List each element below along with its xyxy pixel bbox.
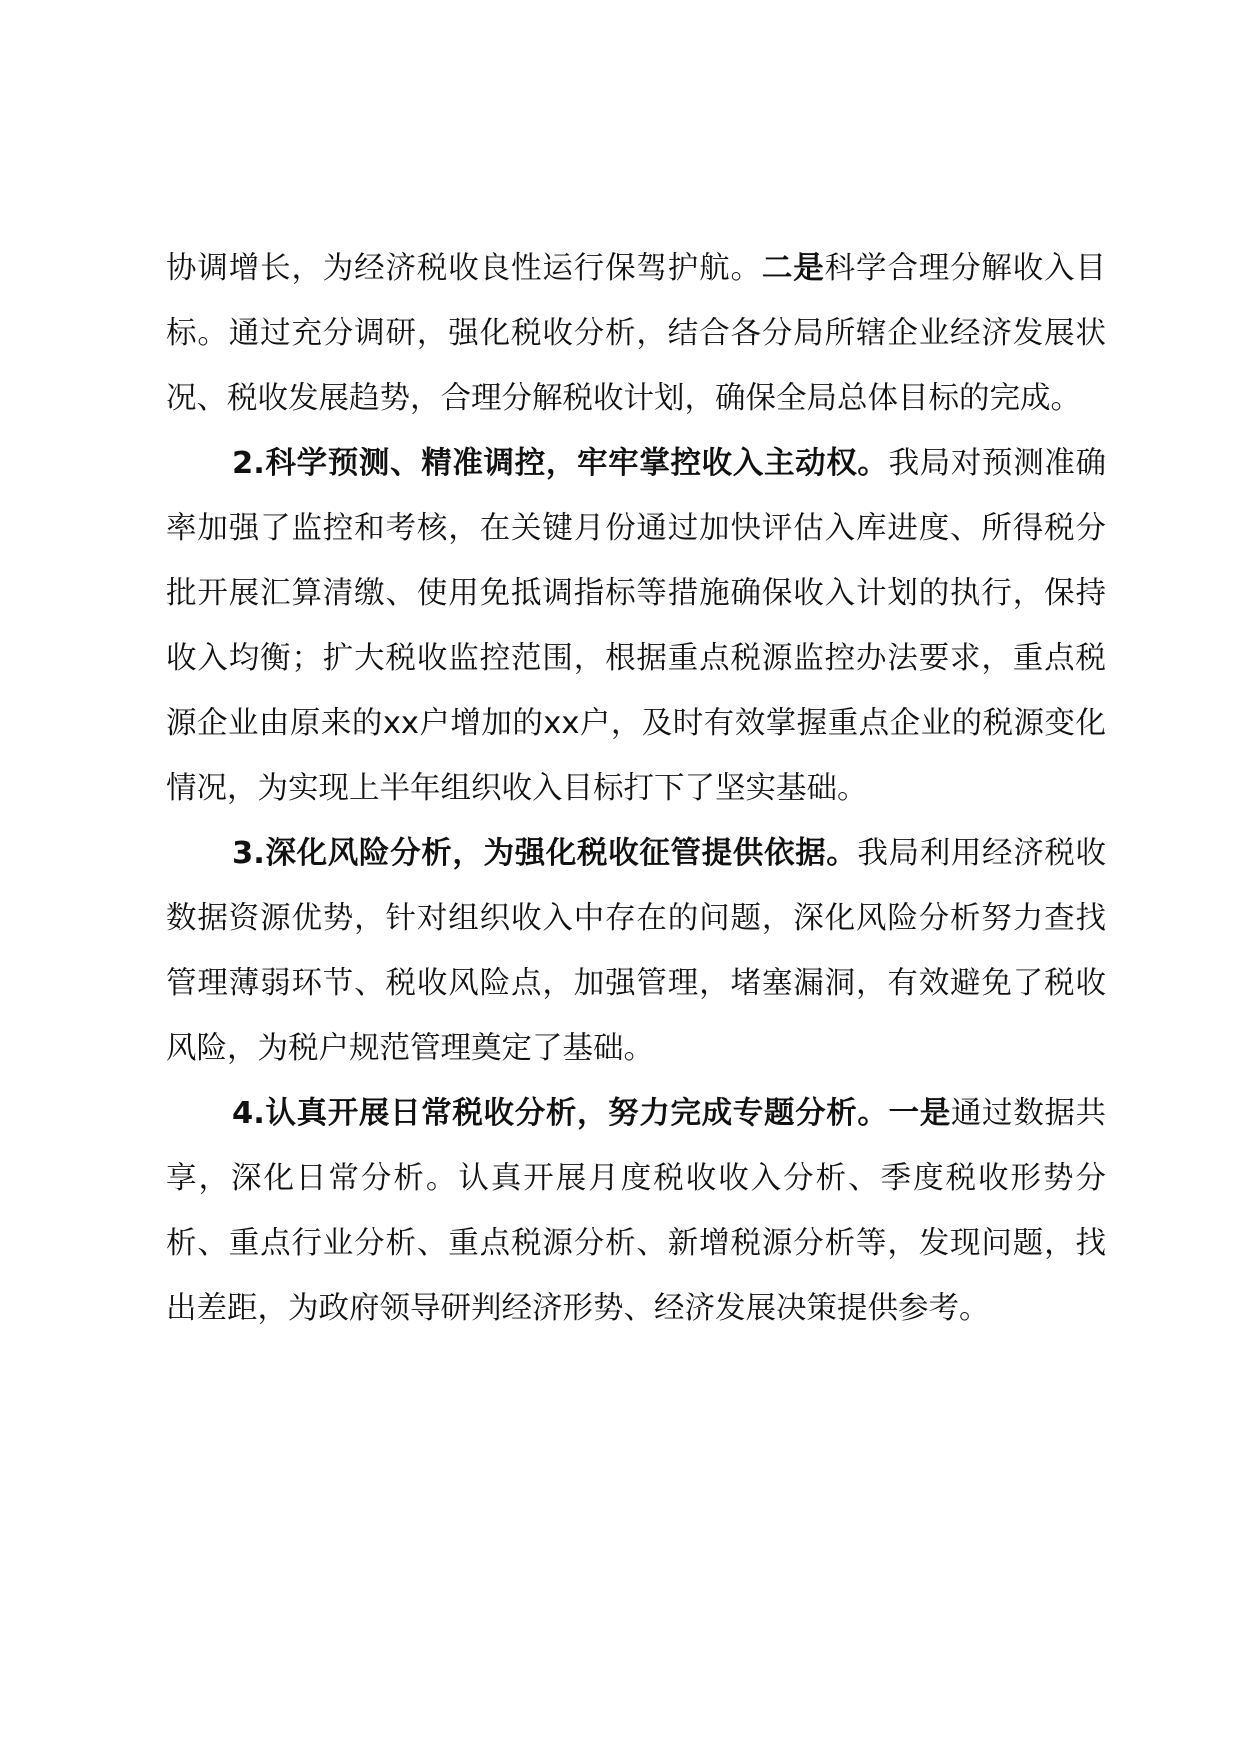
paragraph-1-run-3: 科学合理分解收入目标。通过充分调研，强化税收分析，结合各分局所辖企业经济发展状况、税收发展趋势，合理分解税收计划，确保全局总体目标的完成。 bbox=[166, 251, 1107, 416]
paragraph-2-body: 我局对预测准确率加强了监控和考核，在关键月份通过加快评估入库进度、所得税分批开展汇算清缴、使用免抵调指标等措施确保收入计划的执行，保持收入均衡；扩大税收监控范围，根据重点税源监控办法要求，重点税源企业由原来的xx户增加的xx户，及时有效掌握重点企业的税源变化情况，为实现上半年组织收入目标打下了坚实基础。 bbox=[166, 446, 1107, 806]
paragraph-4 bbox=[166, 1081, 1106, 1341]
paragraph-2-heading: 2.科学预测、精准调控，牢牢掌控收入主动权。 bbox=[232, 446, 889, 481]
paragraph-4-heading: 4.认真开展日常税收分析，努力完成专题分析。 bbox=[232, 1096, 889, 1131]
paragraph-3-body: 我局利用经济税收数据资源优势，针对组织收入中存在的问题，深化风险分析努力查找管理薄弱环节、税收风险点，加强管理，堵塞漏洞，有效避免了税收风险，为税户规范管理奠定了基础。 bbox=[166, 836, 1107, 1066]
paragraph-2 bbox=[166, 431, 1106, 821]
paragraph-1-bold-run: 二是 bbox=[761, 251, 825, 286]
paragraph-3 bbox=[166, 821, 1106, 1081]
paragraph-4-body: 通过数据共享，深化日常分析。认真开展月度税收收入分析、季度税收形势分析、重点行业分析、重点税源分析、新增税源分析等，发现问题，找出差距，为政府领导研判经济形势、经济发展决策提供参考。 bbox=[166, 1096, 1107, 1326]
paragraph-4-bold-run: 一是 bbox=[888, 1096, 951, 1131]
paragraph-1 bbox=[166, 236, 1106, 431]
paragraph-1-run-1: 协调增长，为经济税收良性运行保驾护航。 bbox=[166, 251, 762, 286]
document-body bbox=[166, 236, 1106, 1341]
paragraph-3-heading: 3.深化风险分析，为强化税收征管提供依据。 bbox=[232, 836, 858, 871]
